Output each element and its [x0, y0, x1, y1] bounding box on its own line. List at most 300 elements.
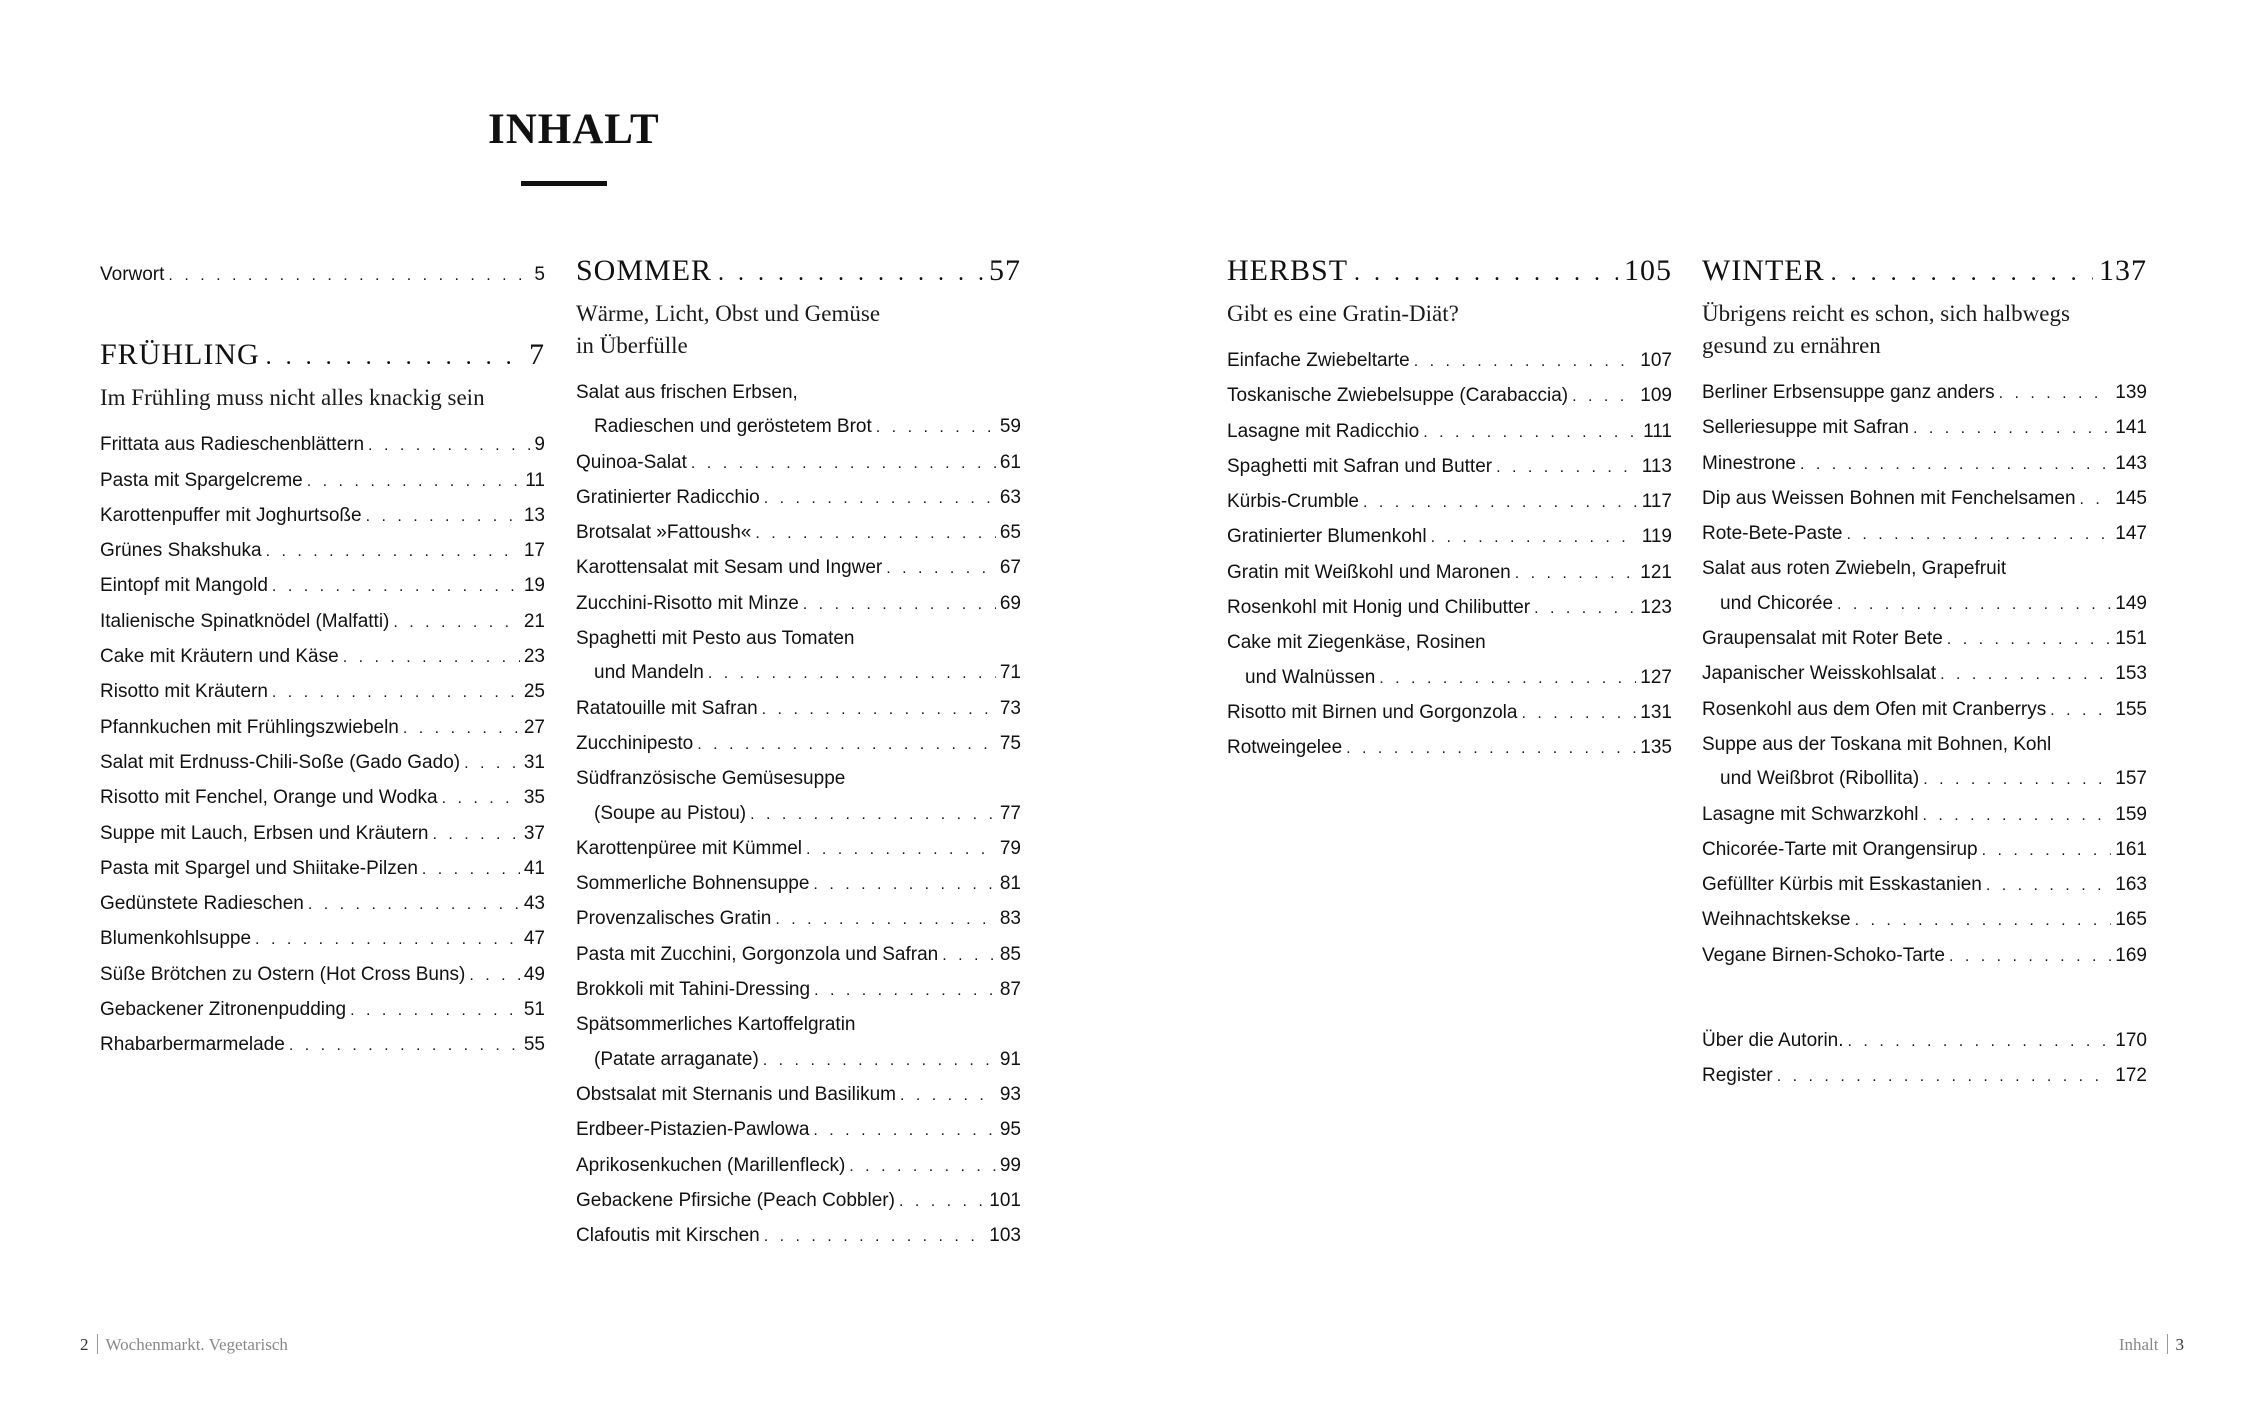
entry-page: 27 [523, 716, 545, 738]
dot-leader [1848, 1025, 2112, 1059]
entry-page: 9 [534, 434, 545, 456]
toc-entry-line [100, 464, 545, 499]
dot-leader [366, 500, 520, 534]
toc-entry-line [576, 1078, 1021, 1113]
entry-label: Vegane Birnen-Schoko-Tarte [1702, 944, 1945, 966]
entry-page: 47 [523, 928, 545, 950]
entry-label: Kürbis-Crumble [1227, 491, 1359, 513]
toc-entry[interactable] [1702, 376, 2147, 411]
footer-page-number-left: 2 [80, 1335, 89, 1354]
entry-page: 19 [523, 575, 545, 597]
dot-leader [764, 482, 996, 516]
toc-entry[interactable] [576, 973, 1021, 1008]
entry-page: 170 [2115, 1030, 2147, 1052]
dot-leader [1947, 623, 2112, 657]
dot-leader [697, 728, 996, 762]
section-page: 105 [1624, 254, 1672, 287]
entry-label: Obstsalat mit Sternanis und Basilikum [576, 1083, 896, 1105]
toc-entry-line [1702, 517, 2147, 552]
toc-column-1 [100, 258, 545, 1064]
entry-label: Risotto mit Fenchel, Orange und Wodka [100, 787, 438, 809]
entry-page: 85 [999, 943, 1021, 965]
dot-leader [1846, 518, 2111, 552]
toc-entry[interactable] [1702, 693, 2147, 728]
dot-leader [1982, 834, 2112, 868]
section-name: HERBST [1227, 254, 1349, 287]
footer-page-number-right: 3 [2175, 1335, 2184, 1354]
dot-leader [814, 974, 996, 1008]
page-title: INHALT [488, 106, 660, 153]
dot-leader [813, 868, 995, 902]
toc-entry-line [576, 656, 1021, 691]
entry-page: 117 [1641, 491, 1672, 513]
toc-entry-line [576, 551, 1021, 586]
entry-page: 161 [2115, 838, 2147, 860]
appendix-list [1702, 1024, 2147, 1095]
dot-leader [1379, 662, 1636, 696]
dot-leader [1534, 592, 1636, 626]
toc-entry[interactable] [100, 958, 545, 993]
dot-leader [1923, 799, 2112, 833]
entry-page: 79 [999, 837, 1021, 859]
toc-entry-line [1227, 556, 1672, 591]
dot-leader [272, 570, 520, 604]
toc-entry[interactable] [576, 376, 1021, 446]
entry-page: 21 [523, 610, 545, 632]
dot-leader [350, 994, 520, 1028]
toc-entry[interactable] [1227, 450, 1672, 485]
entry-page: 63 [999, 486, 1021, 508]
toc-entry[interactable] [100, 922, 545, 957]
entry-label: Frittata aus Radieschenblättern [100, 434, 365, 456]
toc-entry-line [1702, 447, 2147, 482]
entry-label: Gedünstete Radieschen [100, 893, 304, 915]
entry-label: Über die Autorin. [1702, 1030, 1844, 1052]
dot-leader [876, 411, 996, 445]
toc-entry[interactable] [100, 534, 545, 569]
dot-leader [1800, 448, 2111, 482]
toc-entry[interactable] [576, 1219, 1021, 1254]
toc-entry-line [1227, 415, 1672, 450]
dot-leader [775, 903, 995, 937]
entry-label: Karottenpuffer mit Joghurtsoße [100, 504, 362, 526]
toc-entry[interactable] [1702, 447, 2147, 482]
entry-label: Karottensalat mit Sesam und Ingwer [576, 557, 883, 579]
toc-entry[interactable] [1702, 798, 2147, 833]
entry-label: Brotsalat »Fattoush« [576, 522, 752, 544]
entry-page: 51 [523, 999, 545, 1021]
entry-page: 91 [999, 1048, 1021, 1070]
toc-entry[interactable] [576, 446, 1021, 481]
toc-entry[interactable] [1227, 731, 1672, 766]
dot-leader [1986, 869, 2111, 903]
toc-entry[interactable] [1702, 1059, 2147, 1094]
toc-entry[interactable] [576, 727, 1021, 762]
entry-label: Süße Brötchen zu Ostern (Hot Cross Buns) [100, 963, 466, 985]
section-name: SOMMER [576, 254, 713, 287]
entry-page: 113 [1641, 455, 1672, 477]
dot-leader [762, 693, 996, 727]
toc-entry-line [576, 446, 1021, 481]
entry-label: und Mandeln [594, 662, 704, 684]
entry-label: Rosenkohl aus dem Ofen mit Cranberrys [1702, 698, 2047, 720]
toc-entry-line [576, 376, 1021, 410]
toc-entry[interactable] [576, 938, 1021, 973]
toc-entry[interactable] [1227, 485, 1672, 520]
section-name: WINTER [1702, 254, 1825, 287]
toc-entry-line [1227, 731, 1672, 766]
entry-page: 172 [2115, 1065, 2147, 1087]
entry-page: 31 [523, 751, 545, 773]
toc-entry[interactable] [1702, 517, 2147, 552]
toc-entry[interactable] [100, 464, 545, 499]
entry-page: 43 [523, 893, 545, 915]
dot-leader [691, 447, 996, 481]
toc-entry-line [100, 640, 545, 675]
dot-leader [806, 833, 996, 867]
entry-page: 71 [999, 662, 1021, 684]
toc-entry-line [1227, 696, 1672, 731]
entry-label: Clafoutis mit Kirschen [576, 1225, 760, 1247]
entry-page: 95 [999, 1119, 1021, 1141]
entry-label: Register [1702, 1065, 1773, 1087]
toc-entry[interactable] [100, 817, 545, 852]
entry-page: 157 [2115, 768, 2147, 790]
toc-entry[interactable] [576, 832, 1021, 867]
entry-label: Radieschen und geröstetem Brot [594, 416, 872, 438]
entry-label: Toskanische Zwiebelsuppe (Carabaccia) [1227, 385, 1569, 407]
toc-entry[interactable] [1227, 626, 1672, 696]
dot-leader [393, 606, 519, 640]
toc-entry-line [1702, 728, 2147, 762]
entry-label: Minestrone [1702, 452, 1796, 474]
dot-leader [307, 465, 522, 499]
entry-label: Suppe mit Lauch, Erbsen und Kräutern [100, 822, 429, 844]
toc-entry[interactable] [1702, 1024, 2147, 1059]
entry-label: Pasta mit Spargelcreme [100, 469, 303, 491]
toc-entry[interactable] [1702, 939, 2147, 974]
toc-entry[interactable] [100, 1028, 545, 1063]
section-entries [1702, 376, 2147, 974]
toc-entry[interactable] [576, 622, 1021, 692]
toc-entry[interactable] [576, 481, 1021, 516]
entry-label: Einfache Zwiebeltarte [1227, 350, 1410, 371]
toc-entry[interactable] [100, 640, 545, 675]
toc-entry-line [1702, 1024, 2147, 1059]
toc-entry[interactable] [1227, 696, 1672, 731]
toc-column-3 [1227, 254, 1672, 767]
dot-leader [1999, 377, 2112, 411]
entry-page: 143 [2115, 452, 2147, 474]
toc-entry-line [1227, 379, 1672, 414]
toc-entry[interactable] [576, 1149, 1021, 1184]
entry-label: Pfannkuchen mit Frühlingszwiebeln [100, 716, 399, 738]
toc-entry[interactable] [576, 1113, 1021, 1148]
toc-entry[interactable] [1227, 379, 1672, 414]
section-sommer [576, 254, 1021, 1254]
entry-label: und Walnüssen [1245, 666, 1376, 688]
toc-entry[interactable] [1702, 622, 2147, 657]
entry-page: 127 [1640, 666, 1672, 688]
dot-leader [755, 517, 996, 551]
toc-entry-line [1702, 762, 2147, 797]
dot-leader [849, 1150, 996, 1184]
entry-page: 101 [989, 1189, 1021, 1211]
toc-entry-line [1702, 1059, 2147, 1094]
subtitle-line: Übrigens reicht es schon, sich halbwegs [1702, 301, 2070, 326]
toc-entry-line [100, 781, 545, 816]
toc-entry[interactable] [1702, 482, 2147, 517]
toc-entry[interactable] [576, 692, 1021, 727]
entry-page: 69 [999, 592, 1021, 614]
toc-entry-line [1702, 693, 2147, 728]
entry-label: Gebackener Zitronenpudding [100, 999, 347, 1021]
toc-entry[interactable] [100, 852, 545, 887]
dot-leader [1363, 486, 1638, 520]
entry-page: 35 [523, 787, 545, 809]
toc-entry[interactable] [1702, 903, 2147, 938]
entry-page: 141 [2115, 417, 2147, 439]
toc-entry-line [1702, 482, 2147, 517]
toc-entry-vorwort[interactable] [100, 258, 545, 293]
dot-leader [900, 1079, 996, 1113]
toc-entry[interactable] [576, 587, 1021, 622]
entry-page: 93 [999, 1083, 1021, 1105]
toc-entry[interactable] [576, 551, 1021, 586]
entry-label: Grünes Shakshuka [100, 540, 262, 562]
subtitle-line: in Überfülle [576, 333, 688, 358]
entry-label: Salat aus roten Zwiebeln, Grapefruit [1702, 558, 2007, 580]
toc-entry[interactable] [1702, 728, 2147, 798]
entry-page: 109 [1640, 385, 1672, 407]
toc-entry-line [1702, 798, 2147, 833]
toc-entry[interactable] [100, 746, 545, 781]
entry-page: 119 [1641, 526, 1672, 548]
entry-label: Gratin mit Weißkohl und Maronen [1227, 561, 1511, 583]
toc-entry-line [576, 516, 1021, 551]
toc-entry[interactable] [1702, 868, 2147, 903]
section-heading[interactable] [1227, 254, 1672, 296]
toc-entry-line [576, 1008, 1021, 1042]
dot-leader [1913, 412, 2111, 446]
toc-entry-line [100, 922, 545, 957]
toc-entry-line [1702, 376, 2147, 411]
toc-entry-line [100, 958, 545, 993]
entry-label: Rhabarbermarmelade [100, 1034, 285, 1056]
subtitle-line: Im Frühling muss nicht alles knackig sein [100, 385, 485, 411]
entry-page: 131 [1640, 701, 1672, 723]
entry-label: Lasagne mit Schwarzkohl [1702, 803, 1919, 825]
toc-entry-line [576, 1113, 1021, 1148]
toc-entry[interactable] [1227, 591, 1672, 626]
section-subtitle [100, 382, 545, 414]
dot-leader [708, 657, 996, 691]
toc-entry-line [1702, 411, 2147, 446]
entry-page: 61 [999, 451, 1021, 473]
entry-page: 151 [2115, 628, 2147, 650]
toc-entry[interactable] [100, 499, 545, 534]
toc-entry[interactable] [1702, 657, 2147, 692]
toc-entry[interactable] [1702, 411, 2147, 446]
dot-leader [750, 798, 996, 832]
entry-label: Aprikosenkuchen (Marillenfleck) [576, 1154, 846, 1176]
entry-label: Gefüllter Kürbis mit Esskastanien [1702, 874, 1982, 896]
entry-label: Chicorée-Tarte mit Orangensirup [1702, 838, 1978, 860]
entry-page: 55 [523, 1034, 545, 1056]
toc-entry[interactable] [576, 1078, 1021, 1113]
footer-separator [2167, 1334, 2168, 1354]
title-divider [521, 181, 607, 186]
dot-leader [1923, 763, 2111, 797]
entry-page: 149 [2115, 592, 2147, 614]
section-page: 7 [529, 338, 545, 372]
entry-page: 59 [999, 416, 1021, 438]
section-page: 57 [989, 254, 1021, 287]
entry-page: 155 [2115, 698, 2147, 720]
entry-label: Gratinierter Blumenkohl [1227, 526, 1427, 548]
footer-right [2119, 1334, 2184, 1355]
section-subtitle [1227, 298, 1672, 330]
entry-label: Spaghetti mit Pesto aus Tomaten [576, 628, 855, 650]
dot-leader [1496, 451, 1638, 485]
dot-leader [255, 923, 520, 957]
entry-label: Rotweingelee [1227, 737, 1343, 759]
entry-label: Cake mit Ziegenkäse, Rosinen [1227, 632, 1486, 654]
toc-entry[interactable] [100, 711, 545, 746]
footer-left [80, 1334, 288, 1355]
toc-entry[interactable] [100, 675, 545, 710]
entry-page: 163 [2115, 874, 2147, 896]
toc-entry-line [100, 817, 545, 852]
footer-separator [97, 1334, 98, 1354]
toc-entry[interactable] [576, 1184, 1021, 1219]
toc-entry[interactable] [576, 867, 1021, 902]
toc-entry[interactable] [1227, 415, 1672, 450]
dot-leader [1354, 260, 1618, 287]
toc-entry-line [576, 692, 1021, 727]
section-heading[interactable] [1702, 254, 2147, 296]
toc-entry[interactable] [576, 902, 1021, 937]
toc-entry[interactable] [100, 887, 545, 922]
toc-entry-line [1702, 833, 2147, 868]
toc-entry-line [576, 727, 1021, 762]
subtitle-line: Wärme, Licht, Obst und Gemüse [576, 301, 881, 326]
toc-entry-line [576, 832, 1021, 867]
toc-entry-line [100, 569, 545, 604]
toc-entry[interactable] [1702, 833, 2147, 868]
entry-label: Japanischer Weisskohlsalat [1702, 663, 1937, 685]
entry-page: 73 [999, 697, 1021, 719]
dot-leader [1431, 521, 1638, 555]
toc-entry-line [576, 481, 1021, 516]
entry-page: 75 [999, 732, 1021, 754]
toc-entry-line [576, 1219, 1021, 1254]
entry-page: 99 [999, 1154, 1021, 1176]
entry-label: und Chicorée [1720, 592, 1834, 614]
entry-page: 147 [2115, 523, 2147, 545]
entry-label: Quinoa-Salat [576, 451, 687, 473]
toc-entry[interactable] [1227, 344, 1672, 379]
entry-label: Karottenpüree mit Kümmel [576, 837, 802, 859]
entry-label: Pasta mit Spargel und Shiitake-Pilzen [100, 857, 418, 879]
entry-page: 13 [523, 504, 545, 526]
dot-leader [1855, 904, 2112, 938]
entry-label: Sommerliche Bohnensuppe [576, 873, 810, 895]
toc-entry[interactable] [1702, 552, 2147, 622]
entry-label: Gebackene Pfirsiche (Peach Cobbler) [576, 1189, 895, 1211]
dot-leader [403, 712, 520, 746]
entry-label: Risotto mit Birnen und Gorgonzola [1227, 701, 1518, 723]
section-heading[interactable] [100, 338, 545, 380]
dot-leader [1940, 658, 2111, 692]
toc-entry[interactable] [100, 569, 545, 604]
dot-leader [886, 552, 996, 586]
toc-entry-line [576, 938, 1021, 973]
toc-column-2 [576, 254, 1021, 1254]
entry-page: 87 [999, 979, 1021, 1001]
dot-leader [1777, 1060, 2112, 1094]
section-subtitle [576, 298, 1021, 362]
toc-entry-line [1702, 587, 2147, 622]
dot-leader [464, 747, 520, 781]
toc-entry[interactable] [576, 516, 1021, 551]
entry-label: Rosenkohl mit Honig und Chilibutter [1227, 597, 1531, 619]
toc-entry[interactable] [100, 605, 545, 640]
toc-entry-line [576, 587, 1021, 622]
entry-page: 81 [999, 873, 1021, 895]
toc-entry[interactable] [100, 428, 545, 463]
toc-entry-line [1227, 520, 1672, 555]
entry-label: Spätsommerliches Kartoffelgratin [576, 1014, 856, 1036]
toc-entry[interactable] [1227, 556, 1672, 591]
toc-entry-line [100, 428, 545, 463]
toc-entry-line [576, 797, 1021, 832]
entry-page: 135 [1640, 737, 1672, 759]
footer-chapter-title: Inhalt [2118, 1335, 2159, 1354]
toc-entry-line [1702, 552, 2147, 586]
entry-label: Pasta mit Zucchini, Gorgonzola und Safran [576, 943, 939, 965]
toc-entry[interactable] [576, 762, 1021, 832]
section-fruehling [100, 338, 545, 1063]
toc-entry-line [1702, 939, 2147, 974]
section-heading[interactable] [576, 254, 1021, 296]
toc-entry[interactable] [576, 1008, 1021, 1078]
dot-leader [1346, 732, 1636, 766]
entry-label: Eintopf mit Mangold [100, 575, 268, 597]
toc-entry[interactable] [100, 993, 545, 1028]
toc-entry[interactable] [100, 781, 545, 816]
entry-label: Vorwort [100, 264, 165, 285]
section-subtitle [1702, 298, 2147, 362]
entry-page: 83 [999, 908, 1021, 930]
toc-entry-line [576, 762, 1021, 796]
entry-label: Lasagne mit Radicchio [1227, 420, 1420, 442]
entry-label: (Soupe au Pistou) [594, 802, 747, 824]
entry-page: 153 [2115, 663, 2147, 685]
section-entries [576, 376, 1021, 1254]
dot-leader [1831, 260, 2093, 287]
dot-leader [343, 641, 520, 675]
entry-page: 145 [2115, 487, 2147, 509]
toc-entry-line [1702, 622, 2147, 657]
toc-entry-line [576, 1149, 1021, 1184]
section-page: 137 [2099, 254, 2147, 287]
entry-label: Salat aus frischen Erbsen, [576, 382, 798, 403]
entry-page: 49 [523, 963, 545, 985]
toc-entry-line [576, 410, 1021, 445]
entry-label: Gratinierter Radicchio [576, 486, 760, 508]
toc-entry[interactable] [1227, 520, 1672, 555]
